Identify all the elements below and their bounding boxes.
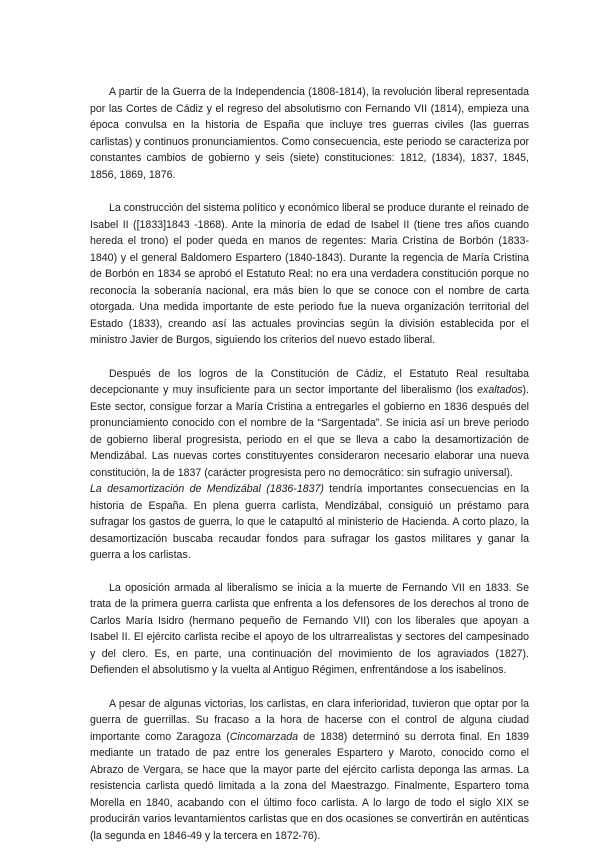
document-body <box>90 84 529 861</box>
paragraph-carlist-war: La oposición armada al liberalismo se inicia a la muerte de Fernando VII en 1833. Se trata de la primera guerra carlista que enfrenta a los defensores de los derechos al trono de Carlos María Isidro (hermano pequeño de Fernando VII) con los liberales que apoyan a Isabel II. El ejército carlista recibe el apoyo de los ultrarrealistas y sectores del campesinado y del clero. Es, en parte, una continuación del movimiento de los agraviados (1827). Defienden el absolutismo y la vuelta al Antiguo Régimen, enfrentándose a los isabelinos. <box>90 581 529 676</box>
paragraph-isabel-ii: La construcción del sistema político y económico liberal se produce durante el reinado de Isabel II ([1833]1843 -1868). Ante la minoría de edad de Isabel II (tiene tres años cuando hereda el trono) el poder queda en manos de regentes: Maria Cristina de Borbón (1833-1840) y el general Baldomero Espartero (1840-1843). Durante la regencia de María Cristina de Borbón en 1834 se aprobó el Estatuto Real: no era una verdadera constitución porque no reconocía la soberanía nacional, era más bien lo que se conoce con el nombre de carta otorgada. Una medida importante de este periodo fue la nueva organización territorial del Estado (1833), creando así las actuales provincias según la división establecida por el ministro Javier de Burgos, siguiendo los criterios del nuevo estado liberal. <box>90 202 529 346</box>
paragraph-text: A pesar de algunas victorias, los carlistas, en clara inferioridad, tuvieron que optar por la guerra de guerrillas. Su fracaso a la hora de hacerse con el control de alguna ciudad importante como Zaragoza ( <box>90 697 529 743</box>
italic-term: Cincomarzada <box>229 730 299 743</box>
paragraph-guerrillas <box>90 696 529 845</box>
paragraph-text: tendría importantes consecuencias en la historia de España. En plena guerra carlista, Mendizábal, consiguió un préstamo para sufragar los gastos de guerra, lo que le catapultó al ministerio de Hacienda. A corto plazo, la desamortización buscaba recaudar fondos para sufragar los gastos militares y ganar la guerra a los carlistas. <box>90 483 530 561</box>
paragraph-text: de 1838) determinó su derrota final. En 1839 mediante un tratado de paz entre los generales Espartero y Maroto, conocido como el Abrazo de Vergara, se hace que la mayor parte del ejército carlista deponga las armas. La resistencia carlista quedó limitada a la zona del Maestrazgo. Finalmente, Espartero toma Morella en 1840, acabando con el último foco carlista. A lo largo de todo el siglo XIX se producirán varios levantamientos carlistas que en dos ocasiones se convertirán en auténticas (la segunda en 1846-49 y la tercera en 1872-76). <box>90 730 529 842</box>
paragraph-text: Después de los logros de la Constitución de Cádiz, el Estatuto Real resultaba decepcionante y muy insuficiente para un sector importante del liberalismo (los <box>90 367 529 396</box>
paragraph-independence: A partir de la Guerra de la Independencia (1808-1814), la revolución liberal representada por las Cortes de Cádiz y el regreso del absolutismo con Fernando VII (1814), empieza una época convulsa en la historia de España que incluye tres guerras civiles (las guerras carlistas) y continuos pronunciamientos. Como consecuencia, este periodo se caracteriza por constantes cambios de gobierno y seis (siete) constituciones: 1812, (1834), 1837, 1845, 1856, 1869, 1876. <box>90 86 529 181</box>
italic-heading: La desamortización de Mendizábal (1836-1837) <box>90 483 324 495</box>
paragraph-continuation <box>90 481 529 564</box>
paragraph-text: ). Este sector, consigue forzar a María Cristina a entregarles el gobierno en 1836 después del pronunciamiento conocido con el nombre de la “Sargentada”. Se inicia así un breve periodo de gobierno liberal progresista, periodo en el que se lleva a cabo la desamortización de Mendizábal. Las nuevas cortes constituyentes consideraron necesario elaborar una nueva constitución, la de 1837 (carácter progresista pero no democrático: sin sufragio universal). <box>90 384 529 479</box>
paragraph-cadiz-logros <box>90 366 529 564</box>
italic-term: exaltados <box>477 384 523 396</box>
